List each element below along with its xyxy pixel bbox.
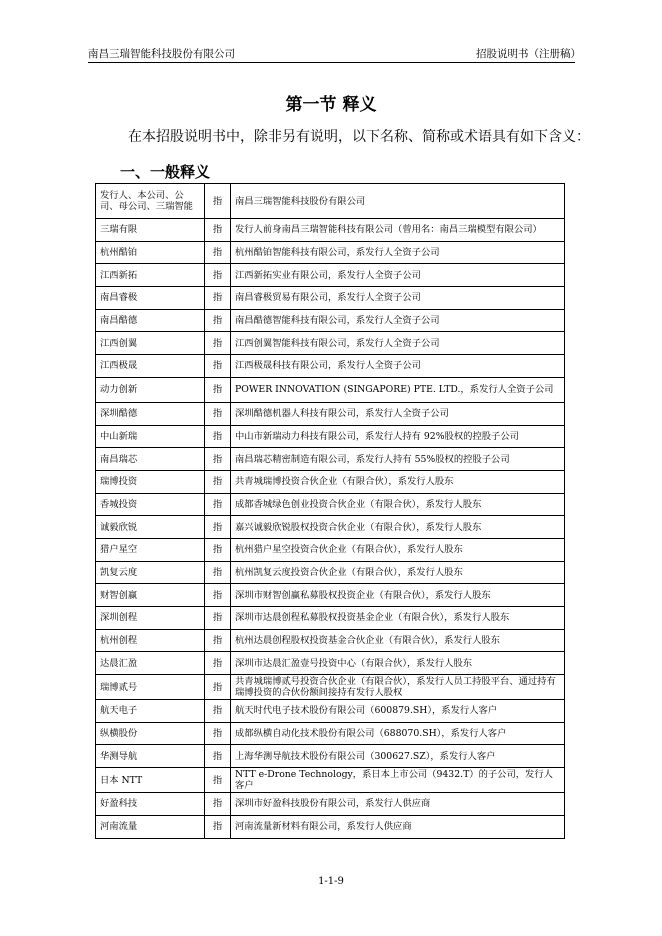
term-cell: 河南流量: [96, 815, 205, 838]
term-cell: 发行人、本公司、公司、母公司、三瑞智能: [96, 184, 205, 219]
definition-cell: NTT e-Drone Technology，系日本上市公司（9432.T）的子公司，发行人客户: [231, 768, 565, 793]
table-row: [96, 309, 565, 332]
table-row: [96, 815, 565, 838]
refers-to-cell: 指: [205, 493, 231, 516]
table-row: [96, 793, 565, 816]
term-cell: 江西新拓: [96, 264, 205, 287]
definition-cell: 深圳酷德机器人科技有限公司，系发行人全资子公司: [231, 402, 565, 425]
definition-cell: 南昌睿极贸易有限公司，系发行人全资子公司: [231, 287, 565, 310]
table-row: [96, 287, 565, 310]
header-divider: [88, 62, 575, 63]
refers-to-cell: 指: [205, 607, 231, 630]
definition-cell: 杭州猎户星空投资合伙企业（有限合伙），系发行人股东: [231, 538, 565, 561]
definition-cell: 江西新拓实业有限公司，系发行人全资子公司: [231, 264, 565, 287]
refers-to-cell: 指: [205, 264, 231, 287]
term-cell: 南昌瑞芯: [96, 448, 205, 471]
table-row: [96, 264, 565, 287]
section-heading: 一、一般释义: [120, 163, 211, 181]
definition-cell: 深圳市达晨汇盈壹号投资中心（有限合伙），系发行人股东: [231, 652, 565, 675]
table-row: [96, 629, 565, 652]
table-row: [96, 470, 565, 493]
refers-to-cell: 指: [205, 629, 231, 652]
refers-to-cell: 指: [205, 584, 231, 607]
table-row: [96, 448, 565, 471]
table-row: [96, 377, 565, 402]
refers-to-cell: 指: [205, 652, 231, 675]
term-cell: 杭州酷铂: [96, 241, 205, 264]
definition-cell: 共青城瑞博贰号投资合伙企业（有限合伙），系发行人员工持股平台、通过持有瑞博投资的合伙份额间接持有发行人股权: [231, 675, 565, 700]
refers-to-cell: 指: [205, 470, 231, 493]
page-number: 1-1-9: [318, 876, 344, 887]
term-cell: 南昌睿极: [96, 287, 205, 310]
term-cell: 纵横股份: [96, 722, 205, 745]
term-cell: 航天电子: [96, 700, 205, 723]
table-row: [96, 184, 565, 219]
table-row: [96, 355, 565, 378]
refers-to-cell: 指: [205, 538, 231, 561]
term-cell: 三瑞有限: [96, 219, 205, 242]
term-cell: 南昌酷德: [96, 309, 205, 332]
definition-cell: 成都香城绿色创业投资合伙企业（有限合伙），系发行人股东: [231, 493, 565, 516]
table-row: [96, 722, 565, 745]
table-row: [96, 538, 565, 561]
header-doc-type: 招股说明书（注册稿）: [476, 48, 581, 60]
definition-cell: 南昌三瑞智能科技股份有限公司: [231, 184, 565, 219]
intro-paragraph: 在本招股说明书中，除非另有说明，以下名称、简称或术语具有如下含义：: [128, 129, 590, 145]
definition-cell: 杭州酷铂智能科技有限公司，系发行人全资子公司: [231, 241, 565, 264]
definition-cell: 发行人前身南昌三瑞智能科技有限公司（曾用名：南昌三瑞模型有限公司）: [231, 219, 565, 242]
term-cell: 瑞博投资: [96, 470, 205, 493]
definition-cell: 上海华测导航技术股份有限公司（300627.SZ），系发行人客户: [231, 745, 565, 768]
table-row: [96, 607, 565, 630]
term-cell: 达晨汇盈: [96, 652, 205, 675]
table-row: [96, 584, 565, 607]
table-row: [96, 241, 565, 264]
term-cell: 深圳创程: [96, 607, 205, 630]
definition-cell: POWER INNOVATION (SINGAPORE) PTE. LTD.，系发行人全资子公司: [231, 377, 565, 402]
refers-to-cell: 指: [205, 745, 231, 768]
table-row: [96, 652, 565, 675]
table-row: [96, 561, 565, 584]
refers-to-cell: 指: [205, 675, 231, 700]
term-cell: 江西创翼: [96, 332, 205, 355]
refers-to-cell: 指: [205, 332, 231, 355]
table-row: [96, 700, 565, 723]
table-row: [96, 675, 565, 700]
table-row: [96, 219, 565, 242]
definition-cell: 杭州凯复云度投资合伙企业（有限合伙），系发行人股东: [231, 561, 565, 584]
term-cell: 猎户星空: [96, 538, 205, 561]
definition-cell: 南昌瑞芯精密制造有限公司，系发行人持有 55%股权的控股子公司: [231, 448, 565, 471]
definition-cell: 成都纵横自动化技术股份有限公司（688070.SH），系发行人客户: [231, 722, 565, 745]
refers-to-cell: 指: [205, 309, 231, 332]
term-cell: 华测导航: [96, 745, 205, 768]
refers-to-cell: 指: [205, 184, 231, 219]
refers-to-cell: 指: [205, 700, 231, 723]
term-cell: 深圳酷德: [96, 402, 205, 425]
term-cell: 凯复云度: [96, 561, 205, 584]
term-cell: 财智创赢: [96, 584, 205, 607]
table-row: [96, 425, 565, 448]
refers-to-cell: 指: [205, 402, 231, 425]
definitions-table: [95, 183, 565, 839]
term-cell: 好盈科技: [96, 793, 205, 816]
refers-to-cell: 指: [205, 561, 231, 584]
refers-to-cell: 指: [205, 377, 231, 402]
refers-to-cell: 指: [205, 287, 231, 310]
definition-cell: 深圳市财智创赢私募股权投资企业（有限合伙），系发行人股东: [231, 584, 565, 607]
refers-to-cell: 指: [205, 448, 231, 471]
definition-cell: 深圳市好盈科技股份有限公司，系发行人供应商: [231, 793, 565, 816]
definition-cell: 共青城瑞博投资合伙企业（有限合伙），系发行人股东: [231, 470, 565, 493]
header-company: 南昌三瑞智能科技股份有限公司: [88, 48, 235, 60]
refers-to-cell: 指: [205, 219, 231, 242]
refers-to-cell: 指: [205, 815, 231, 838]
refers-to-cell: 指: [205, 722, 231, 745]
term-cell: 杭州创程: [96, 629, 205, 652]
definition-cell: 河南流量新材料有限公司，系发行人供应商: [231, 815, 565, 838]
definition-cell: 深圳市达晨创程私募股权投资基金企业（有限合伙），系发行人股东: [231, 607, 565, 630]
refers-to-cell: 指: [205, 241, 231, 264]
refers-to-cell: 指: [205, 768, 231, 793]
refers-to-cell: 指: [205, 425, 231, 448]
term-cell: 瑞博贰号: [96, 675, 205, 700]
refers-to-cell: 指: [205, 516, 231, 539]
term-cell: 江西极晟: [96, 355, 205, 378]
definition-cell: 航天时代电子技术股份有限公司（600879.SH），系发行人客户: [231, 700, 565, 723]
definition-cell: 南昌酷德智能科技有限公司，系发行人全资子公司: [231, 309, 565, 332]
table-row: [96, 745, 565, 768]
term-cell: 香城投资: [96, 493, 205, 516]
definition-cell: 江西创翼智能科技有限公司，系发行人全资子公司: [231, 332, 565, 355]
refers-to-cell: 指: [205, 355, 231, 378]
table-row: [96, 516, 565, 539]
term-cell: 中山新瑞: [96, 425, 205, 448]
table-row: [96, 493, 565, 516]
definition-cell: 杭州达晨创程股权投资基金合伙企业（有限合伙），系发行人股东: [231, 629, 565, 652]
term-cell: 动力创新: [96, 377, 205, 402]
term-cell: 诚毅欣锐: [96, 516, 205, 539]
table-row: [96, 768, 565, 793]
term-cell: 日本 NTT: [96, 768, 205, 793]
table-row: [96, 332, 565, 355]
table-row: [96, 402, 565, 425]
definition-cell: 中山市新瑞动力科技有限公司，系发行人持有 92%股权的控股子公司: [231, 425, 565, 448]
refers-to-cell: 指: [205, 793, 231, 816]
definition-cell: 嘉兴诚毅欣锐股权投资合伙企业（有限合伙），系发行人股东: [231, 516, 565, 539]
page-title: 第一节 释义: [285, 95, 377, 115]
definition-cell: 江西极晟科技有限公司，系发行人全资子公司: [231, 355, 565, 378]
